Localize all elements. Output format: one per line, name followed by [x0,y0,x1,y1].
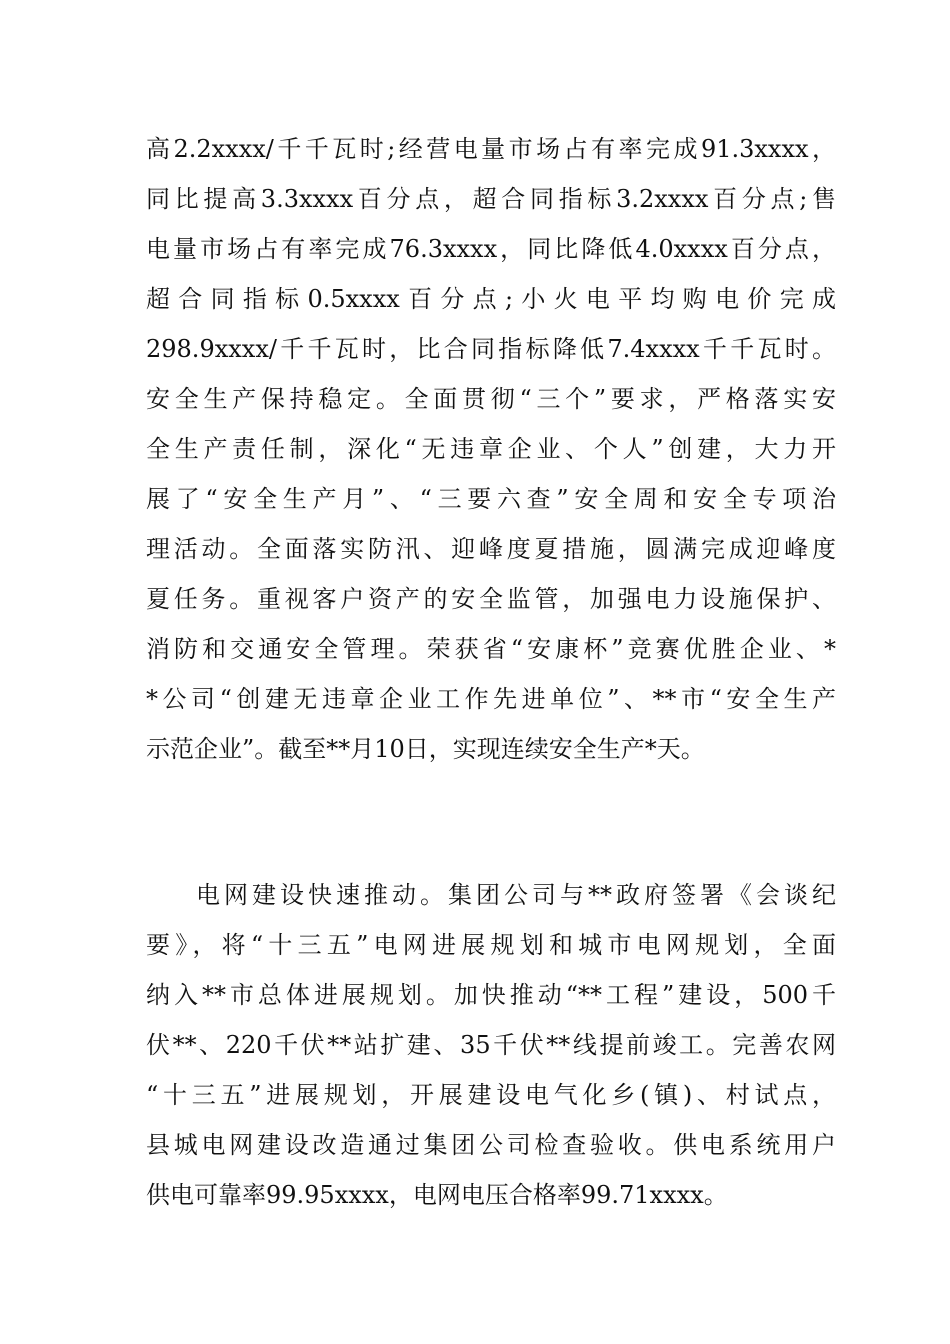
text-line: 电量市场占有率完成76.3xxxx，同比降低4.0xxxx百分点， [146,235,836,263]
text-line: 展了“安全生产月”、“三要六查”安全周和安全专项治 [146,485,836,513]
text-line: 纳入**市总体进展规划。加快推动“**工程”建设，500千 [146,981,836,1009]
text-line: 要》，将“十三五”电网进展规划和城市电网规划，全面 [146,931,836,959]
text-line: 夏任务。重视客户资产的安全监管，加强电力设施保护、 [146,585,836,613]
text-line: 高2.2xxxx/千千瓦时;经营电量市场占有率完成91.3xxxx， [146,135,836,163]
text-line: 298.9xxxx/千千瓦时，比合同指标降低7.4xxxx千千瓦时。 [146,335,836,363]
text-line: 供电可靠率99.95xxxx，电网电压合格率99.71xxxx。 [146,1181,728,1209]
text-line: *公司“创建无违章企业工作先进单位”、**市“安全生产 [146,685,836,713]
text-line: 示范企业”。截至**月10日，实现连续安全生产*天。 [146,735,705,763]
text-line: 县城电网建设改造通过集团公司检查验收。供电系统用户 [146,1131,836,1159]
text-line: “十三五”进展规划，开展建设电气化乡(镇)、村试点， [146,1081,836,1109]
text-line: 安全生产保持稳定。全面贯彻“三个”要求，严格落实安 [146,385,836,413]
text-line: 消防和交通安全管理。荣获省“安康杯”竞赛优胜企业、* [146,635,836,663]
text-line: 全生产责任制，深化“无违章企业、个人”创建，大力开 [146,435,836,463]
text-line: 电网建设快速推动。集团公司与**政府签署《会谈纪 [196,881,836,909]
text-line: 超合同指标0.5xxxx百分点;小火电平均购电价完成 [146,285,836,313]
text-line: 同比提高3.3xxxx百分点，超合同指标3.2xxxx百分点;售 [146,185,836,213]
text-line: 理活动。全面落实防汛、迎峰度夏措施，圆满完成迎峰度 [146,535,836,563]
text-line: 伏**、220千伏**站扩建、35千伏**线提前竣工。完善农网 [146,1031,836,1059]
